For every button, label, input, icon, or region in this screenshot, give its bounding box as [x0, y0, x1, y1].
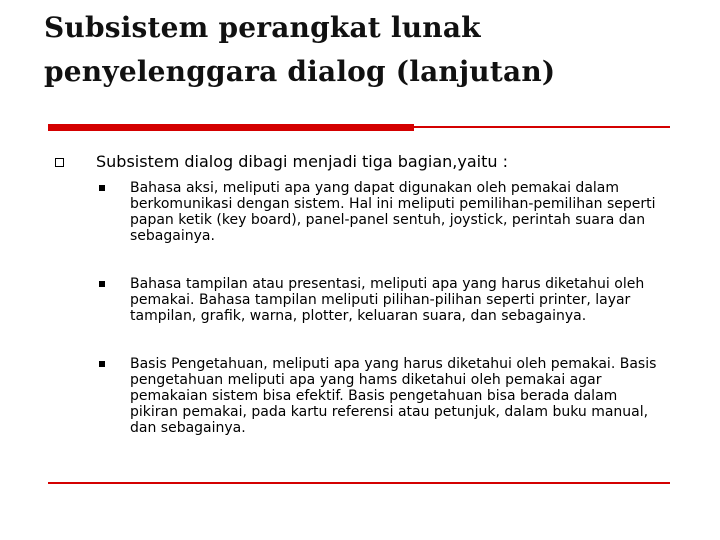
hollow-square-bullet-icon — [55, 158, 64, 167]
main-point-text: Subsistem dialog dibagi menjadi tiga bagian,yaitu : — [96, 152, 508, 171]
filled-square-bullet-icon — [99, 281, 105, 287]
sub-point-text: Basis Pengetahuan, meliputi apa yang harus diketahui oleh pemakai. Basis pengetahuan meliputi apa yang hams diketahui oleh pemakai agar pemakaian sistem bisa efektif. Basis pengetahuan bisa berada dalam pikiran pemakai, pada kartu referensi atau petunjuk, dalam buku manual, dan sebagainya. — [130, 356, 657, 436]
slide-title — [44, 6, 704, 94]
sub-point-text: Bahasa tampilan atau presentasi, meliputi apa yang harus diketahui oleh pemakai. Bahasa tampilan meliputi pilihan-pilihan seperti printer, layar tampilan, grafik, warna, plotter, keluaran suara, dan sebagainya. — [130, 276, 645, 324]
sub-point-text: Bahasa aksi, meliputi apa yang dapat digunakan oleh pemakai dalam berkomunikasi dengan sistem. Hal ini meliputi pemilihan-pemilihan seperti papan ketik (key board), panel-panel sentuh, joystick, perintah suara dan sebagainya. — [130, 180, 656, 244]
filled-square-bullet-icon — [99, 185, 105, 191]
list-item — [96, 356, 666, 436]
title-accent-line — [414, 126, 670, 128]
title-accent-bar — [48, 124, 414, 131]
sub-point-list — [96, 180, 666, 436]
slide-title-line-2: penyelenggara dialog (lanjutan) — [44, 55, 556, 88]
list-item — [96, 276, 666, 324]
filled-square-bullet-icon — [99, 361, 105, 367]
slide-title-line-1: Subsistem perangkat lunak — [44, 11, 481, 44]
list-item — [96, 180, 666, 244]
footer-divider-line — [48, 482, 670, 484]
